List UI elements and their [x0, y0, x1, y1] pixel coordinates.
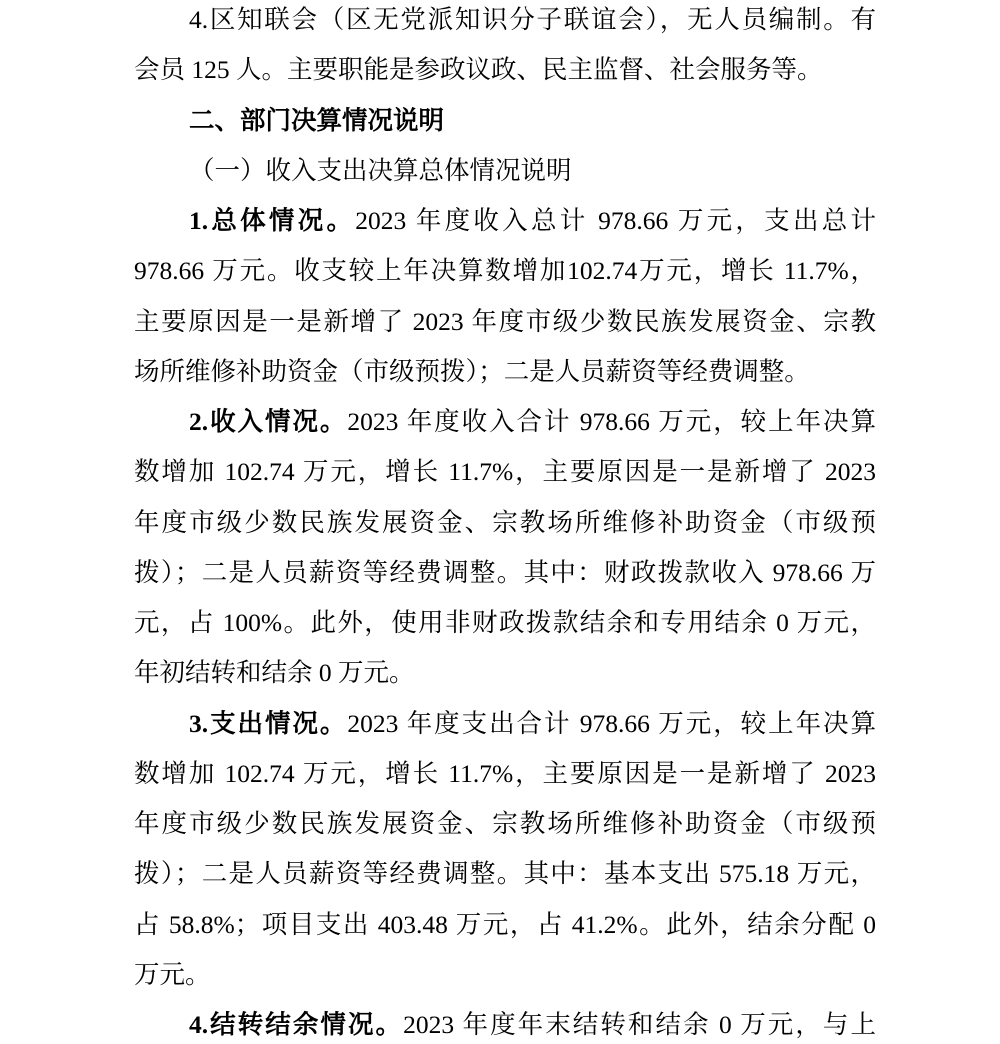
expenditure-line-2: 数增加 102.74 万元，增长 11.7%，主要原因是一是新增了 2023	[134, 758, 876, 788]
income-line-1-text: 2023 年度收入合计 978.66 万元，较上年决算	[347, 407, 876, 436]
income-line-2: 数增加 102.74 万元，增长 11.7%，主要原因是一是新增了 2023	[134, 457, 876, 487]
expenditure-line-5: 占 58.8%；项目支出 403.48 万元，占 41.2%。此外，结余分配 0	[134, 909, 876, 939]
income-line-5: 元，占 100%。此外，使用非财政拨款结余和专用结余 0 万元，	[134, 608, 876, 637]
overall-line-1	[134, 202, 876, 240]
org-item-line-1: 4.区知联会（区无党派知识分子联谊会），无人员编制。有	[189, 5, 876, 34]
expenditure-line-1-text: 2023 年度支出合计 978.66 万元，较上年决算	[347, 708, 876, 738]
carryover-line-1-text: 2023 年度年末结转和结余 0 万元，与上	[403, 1010, 876, 1039]
carryover-lead: 4.结转结余情况。	[189, 1010, 404, 1039]
carryover-line-1	[134, 1006, 876, 1044]
overall-line-2: 978.66 万元。收支较上年决算数增加102.74万元，增长 11.7%，	[134, 256, 876, 286]
expenditure-line-6: 万元。	[134, 959, 211, 989]
overall-line-4: 场所维修补助资金（市级预拨）；二是人员薪资等经费调整。	[134, 356, 810, 386]
income-lead: 2.收入情况。	[189, 407, 348, 436]
expenditure-line-3: 年度市级少数民族发展资金、宗教场所维修补助资金（市级预	[134, 809, 876, 838]
income-line-4: 拨）；二是人员薪资等经费调整。其中：财政拨款收入 978.66 万	[134, 557, 876, 587]
overall-lead: 1.总体情况。	[189, 206, 356, 235]
income-line-6: 年初结转和结余 0 万元。	[134, 658, 415, 688]
expenditure-lead: 3.支出情况。	[189, 708, 348, 738]
section-heading: 二、部门决算情况说明	[189, 106, 445, 135]
income-line-3: 年度市级少数民族发展资金、宗教场所维修补助资金（市级预	[134, 507, 876, 537]
subsection-heading: （一）收入支出决算总体情况说明	[189, 155, 572, 185]
org-item-line-2: 会员 125 人。主要职能是参政议政、民主监督、社会服务等。	[134, 55, 823, 85]
document-body	[134, 1, 876, 1044]
overall-line-3: 主要原因是一是新增了 2023 年度市级少数民族发展资金、宗教	[134, 306, 876, 336]
overall-line-1-text: 2023 年度收入总计 978.66 万元，支出总计	[355, 206, 876, 235]
expenditure-line-1	[134, 705, 876, 743]
income-line-1	[134, 403, 876, 441]
expenditure-line-4: 拨）；二是人员薪资等经费调整。其中：基本支出 575.18 万元，	[134, 859, 876, 889]
